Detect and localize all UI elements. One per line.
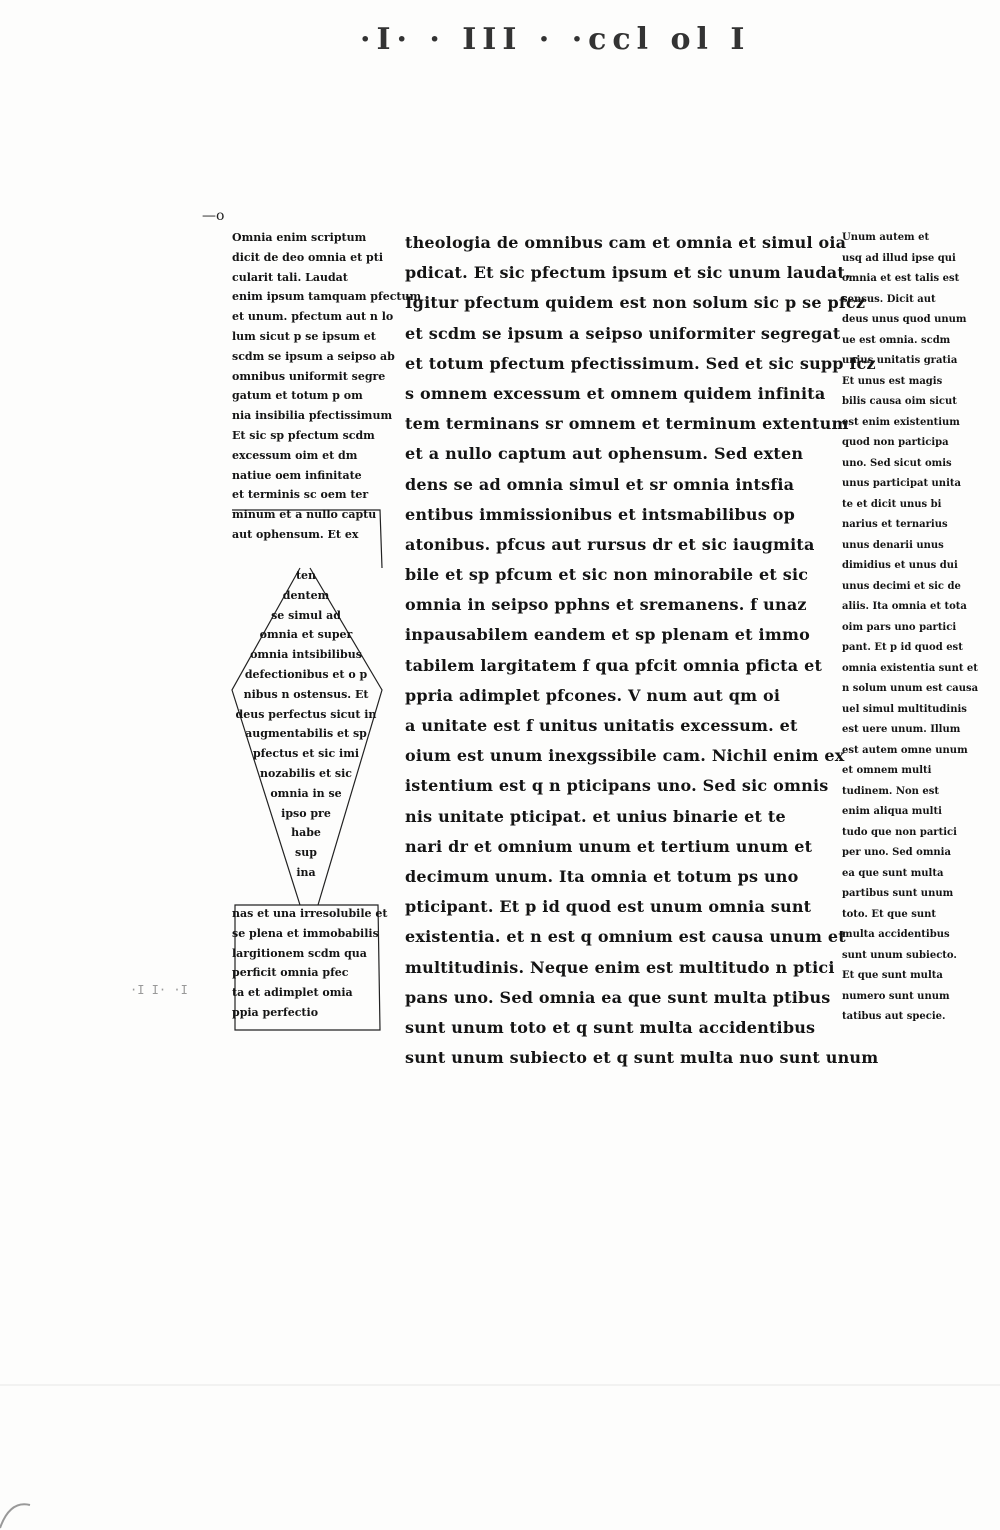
gloss-line: Et que sunt multa: [842, 970, 943, 981]
gloss-line: enim aliqua multi: [842, 806, 942, 817]
main-text-line: omnia in seipso pphns et sremanens. f unaz: [405, 595, 807, 615]
gloss-line: et unum. pfectum aut n lo: [232, 310, 394, 324]
gloss-line: habe: [291, 826, 321, 840]
gloss-line: omnia et est talis est: [842, 273, 960, 284]
gloss-line: ppia perfectio: [232, 1005, 319, 1019]
main-text-line: nis unitate pticipat. et unius binarie et te: [405, 806, 786, 826]
gloss-line: aut ophensum. Et ex: [232, 527, 359, 541]
main-text-line: inpausabilem eandem et sp plenam et immo: [405, 625, 810, 645]
gloss-line: pant. Et p id quod est: [842, 642, 963, 653]
main-text-line: a unitate est f unitus unitatis excessum. et: [405, 716, 798, 735]
gloss-line: minum et a nullo captu: [232, 508, 377, 522]
main-text-line: tem terminans sr omnem et terminum extentum: [405, 414, 849, 434]
gloss-line: unus decimi et sic de: [842, 580, 961, 592]
main-text-line: dens se ad omnia simul et sr omnia intsfia: [405, 474, 795, 494]
gloss-line: tudinem. Non est: [842, 785, 940, 797]
main-text-line: atonibus. pfcus aut rursus dr et sic iaugmita: [405, 534, 815, 554]
gloss-line: et omnem multi: [842, 765, 932, 776]
gloss-line: dentem: [282, 588, 330, 602]
right-gloss-column: [842, 228, 979, 1028]
gloss-line: Unum autem et: [842, 232, 930, 243]
gloss-line: multa accidentibus: [842, 929, 950, 940]
gloss-line: tudo que non partici: [842, 826, 957, 838]
gloss-line: ta et adimplet omia: [232, 986, 353, 1000]
main-text-line: oium est unum inexgssibile cam. Nichil enim ex: [405, 746, 845, 766]
left-gloss-diamond: [232, 566, 380, 883]
gloss-line: sup: [295, 846, 317, 860]
gloss-line: omnibus uniformit segre: [232, 369, 386, 383]
gloss-line: Omnia enim scriptum: [232, 231, 367, 244]
main-text-line: et a nullo captum aut ophensum. Sed exten: [405, 444, 804, 464]
gloss-line: ipso pre: [281, 806, 331, 820]
gloss-line: numero sunt unum: [842, 990, 950, 1002]
gloss-line: quod non participa: [842, 437, 949, 448]
gloss-line: omnia intsibilibus: [250, 648, 362, 662]
gloss-line: aliis. Ita omnia et tota: [842, 601, 967, 612]
gloss-line: nozabilis et sic: [260, 766, 352, 780]
gloss-line: defectionibus et o p: [244, 667, 368, 681]
main-text-column: [405, 228, 879, 1073]
gloss-line: excessum oim et dm: [232, 448, 358, 462]
gloss-line: oim pars uno partici: [842, 621, 957, 633]
gloss-line: lum sicut p se ipsum et: [232, 329, 376, 343]
gloss-line: est enim existentium: [842, 416, 960, 428]
main-text-line: sunt unum toto et q sunt multa accidentibus: [405, 1017, 816, 1037]
margin-hook-icon: —o: [202, 208, 225, 224]
main-text-line: ppria adimplet pfcones. V num aut qm oi: [405, 685, 781, 705]
main-text-line: pticipant. Et p id quod est unum omnia sunt: [405, 897, 812, 917]
gloss-line: Et unus est magis: [842, 375, 943, 387]
gloss-line: unius unitatis gratia: [842, 355, 958, 366]
gloss-line: dicit de deo omnia et pti: [232, 250, 384, 264]
gloss-line: omnia et super: [259, 628, 353, 642]
gloss-line: sunt unum subiecto.: [842, 949, 957, 961]
gloss-line: bilis causa oim sicut: [842, 396, 957, 407]
gloss-line: te et dicit unus bi: [842, 498, 942, 510]
gloss-line: est uere unum. Illum: [842, 724, 961, 735]
gloss-line: narius et ternarius: [842, 519, 948, 530]
main-text-line: nari dr et omnium unum et tertium unum et: [405, 836, 813, 856]
gloss-line: omnia in se: [270, 786, 342, 800]
gloss-line: ue est omnia. scdm: [842, 334, 951, 346]
gloss-line: dimidius et unus dui: [842, 560, 958, 571]
main-text-line: istentium est q n pticipans uno. Sed sic omnis: [405, 776, 829, 796]
gloss-line: usq ad illud ipse qui: [842, 252, 956, 264]
folio-header: ·I· · III · ·ccl ol I: [360, 22, 751, 57]
main-text-line: tabilem largitatem f qua pfcit omnia pficta et: [405, 655, 823, 675]
margin-mark: ·I I· ·I: [130, 983, 188, 997]
gloss-line: toto. Et que sunt: [842, 908, 936, 920]
main-text-line: s omnem excessum et omnem quidem infinita: [405, 383, 826, 403]
main-text-line: pdicat. Et sic pfectum ipsum et sic unum laudat.: [405, 263, 851, 283]
left-gloss-lower: [232, 904, 388, 1023]
main-text-line: bile et sp pfcum et sic non minorabile et sic: [405, 565, 809, 585]
gloss-line: se plena et immobabilis: [232, 926, 379, 940]
gloss-line: omnia existentia sunt et: [842, 662, 978, 674]
gloss-line: Et sic sp pfectum scdm: [232, 428, 375, 442]
gloss-line: unus denarii unus: [842, 539, 944, 551]
main-text-line: et totum pfectum pfectissimum. Sed et sic supp fcz: [405, 353, 876, 373]
gloss-line: se simul ad: [271, 608, 341, 622]
gloss-line: tatibus aut specie.: [842, 1011, 946, 1022]
gloss-line: gatum et totum p om: [232, 389, 363, 403]
main-text-line: sunt unum subiecto et q sunt multa nuo sunt unum: [405, 1048, 879, 1068]
gloss-line: unus participat unita: [842, 478, 961, 489]
main-text-line: entibus immissionibus et intsmabilibus op: [405, 504, 795, 524]
gloss-line: deus perfectus sicut in: [235, 707, 377, 721]
gloss-line: nia insibilia pfectissimum: [232, 409, 393, 423]
gloss-line: pfectus et sic imi: [252, 747, 360, 761]
gloss-line: per uno. Sed omnia: [842, 847, 951, 858]
gloss-line: largitionem scdm qua: [232, 946, 367, 960]
gloss-line: enim ipsum tamquam pfectum: [232, 290, 422, 304]
gloss-line: scdm se ipsum a seipso ab: [232, 349, 395, 363]
gloss-line: augmentabilis et sp: [245, 727, 367, 741]
gloss-line: est autem omne unum: [842, 744, 968, 756]
gloss-line: uel simul multitudinis: [842, 703, 967, 715]
gloss-line: cularit tali. Laudat: [232, 270, 348, 284]
main-text-line: Igitur pfectum quidem est non solum sic p se pfcz: [405, 293, 866, 313]
gloss-line: partibus sunt unum: [842, 888, 954, 899]
gloss-line: ea que sunt multa: [842, 867, 944, 879]
gloss-line: et terminis sc oem ter: [232, 488, 369, 502]
main-text-line: theologia de omnibus cam et omnia et simul oia: [405, 233, 847, 252]
main-text-line: pans uno. Sed omnia ea que sunt multa ptibus: [405, 987, 831, 1007]
left-gloss-upper: [232, 228, 422, 545]
gloss-line: n solum unum est causa: [842, 683, 979, 694]
gloss-line: deus unus quod unum: [842, 314, 967, 325]
gloss-line: uno. Sed sicut omis: [842, 457, 952, 469]
gloss-line: sensus. Dicit aut: [842, 293, 936, 305]
main-text-line: multitudinis. Neque enim est multitudo n ptici: [405, 957, 835, 977]
gloss-line: ina: [296, 865, 316, 879]
gloss-line: nibus n ostensus. Et: [243, 687, 369, 701]
main-text-line: decimum unum. Ita omnia et totum ps uno: [405, 866, 799, 886]
gloss-line: perficit omnia pfec: [232, 966, 349, 980]
gloss-line: natiue oem infinitate: [232, 468, 362, 482]
main-text-line: et scdm se ipsum a seipso uniformiter segregat: [405, 323, 841, 343]
gloss-line: ten: [295, 569, 317, 582]
main-text-line: existentia. et n est q omnium est causa unum et: [405, 927, 846, 947]
gloss-line: nas et una irresolubile et: [232, 907, 388, 920]
